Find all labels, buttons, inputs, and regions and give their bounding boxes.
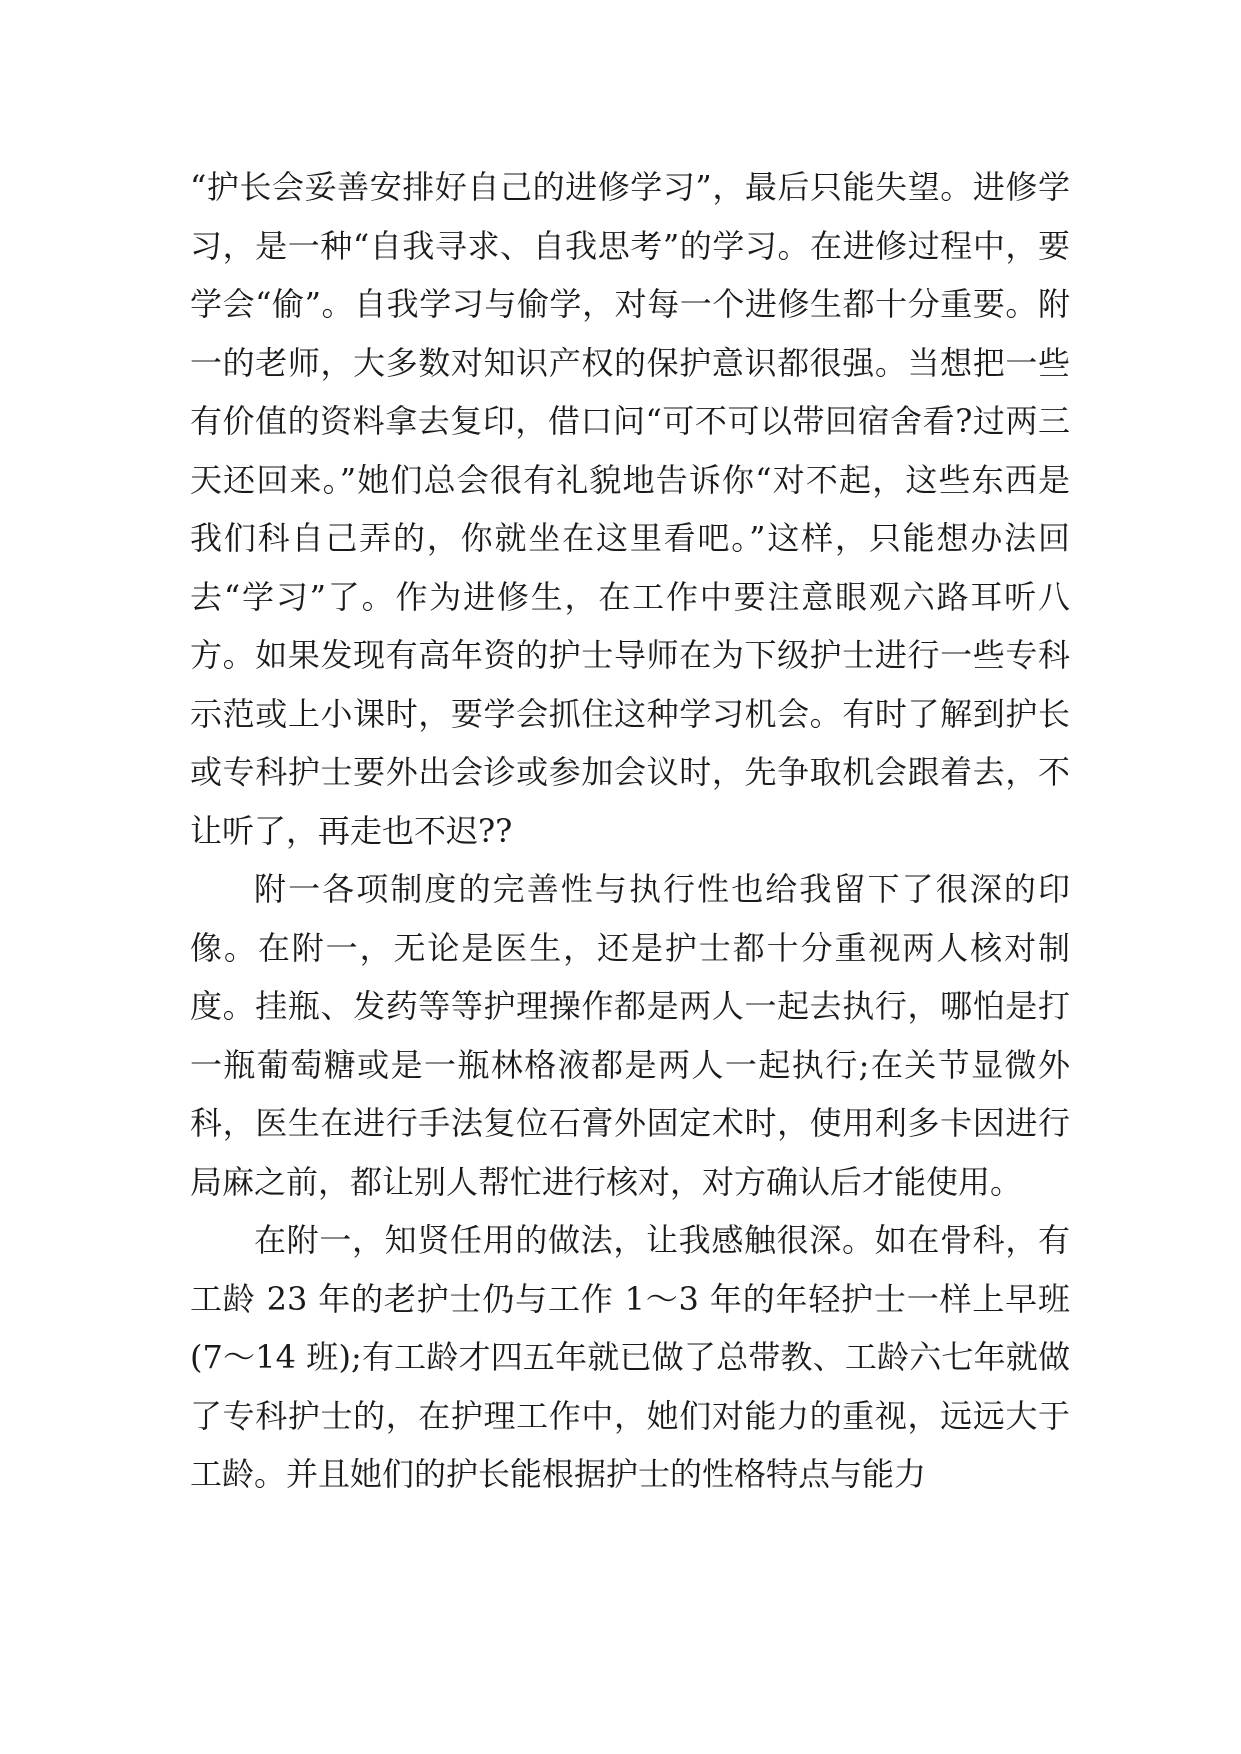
- paragraph-1: “护长会妥善安排好自己的进修学习”，最后只能失望。进修学习，是一种“自我寻求、自我思考”的学习。在进修过程中，要学会“偷”。自我学习与偷学，对每一个进修生都十分重要。附一的老师，大多数对知识产权的保护意识都很强。当想把一些有价值的资料拿去复印，借口问“可不可以带回宿舍看?过两三天还回来。”她们总会很有礼貌地告诉你“对不起，这些东西是我们科自己弄的，你就坐在这里看吧。”这样，只能想办法回去“学习”了。作为进修生，在工作中要注意眼观六路耳听八方。如果发现有高年资的护士导师在为下级护士进行一些专科示范或上小课时，要学会抓住这种学习机会。有时了解到护长或专科护士要外出会诊或参加会议时，先争取机会跟着去，不让听了，再走也不迟??: [190, 168, 1070, 850]
- document-body: [190, 158, 1070, 1504]
- paragraph-3: 在附一，知贤任用的做法，让我感触很深。如在骨科，有工龄 23 年的老护士仍与工作 1～3 年的年轻护士一样上早班(7～14 班);有工龄才四五年就已做了总带教、工龄六七年就做了专科护士的，在护理工作中，她们对能力的重视，远远大于工龄。并且她们的护长能根据护士的性格特点与能力: [190, 1221, 1070, 1493]
- paragraph-2: 附一各项制度的完善性与执行性也给我留下了很深的印像。在附一，无论是医生，还是护士都十分重视两人核对制度。挂瓶、发药等等护理操作都是两人一起去执行，哪怕是打一瓶葡萄糖或是一瓶林格液都是两人一起执行;在关节显微外科，医生在进行手法复位石膏外固定术时，使用利多卡因进行局麻之前，都让别人帮忙进行核对，对方确认后才能使用。: [190, 870, 1070, 1201]
